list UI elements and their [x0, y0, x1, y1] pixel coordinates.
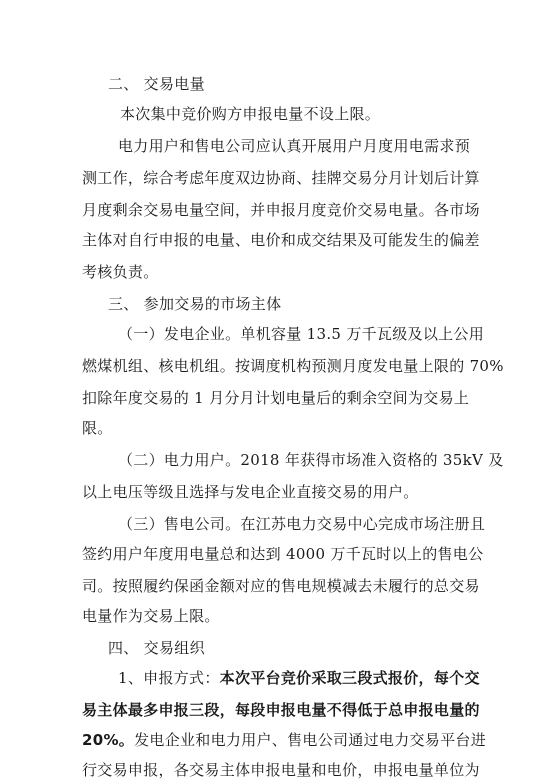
section-2-paragraph-2-line-3: 月度剩余交易电量空间，并申报月度竞价交易电量。各市场: [82, 201, 480, 219]
section-2-paragraph-2-line-5: 考核负责。: [82, 263, 159, 281]
seller-line-1: （三）售电公司。在江苏电力交易中心完成市场注册且: [118, 515, 486, 533]
generator-line-1: （一）发电企业。单机容量 13.5 万千瓦级及以上公用: [118, 325, 485, 343]
section-2-paragraph-2-line-1: 电力用户和售电公司应认真开展用户月度用电需求预: [118, 137, 470, 155]
declaration-line-2: 易主体最多申报三段，每段申报电量不得低于总申报电量的: [82, 701, 480, 719]
user-line-1: （二）电力用户。2018 年获得市场准入资格的 35kV 及: [118, 451, 504, 469]
section-4-heading: 四、 交易组织: [108, 639, 205, 657]
declaration-text-3: 发电企业和电力用户、售电公司通过电力交易平台进: [134, 731, 487, 749]
section-2-paragraph-1: 本次集中竞价购方申报电量不设上限。: [120, 105, 381, 123]
section-2-paragraph-2-line-2: 测工作，综合考虑年度双边协商、挂牌交易分月计划后计算: [82, 169, 480, 187]
section-2-heading: 二、 交易电量: [108, 75, 205, 93]
declaration-line-1: [118, 668, 480, 688]
generator-line-3: 扣除年度交易的 1 月分月计划电量后的剩余空间为交易上: [82, 389, 470, 407]
declaration-line-4: 行交易申报，各交易主体申报电量和电价，申报电量单位为: [82, 761, 480, 779]
seller-line-4: 电量作为交易上限。: [82, 607, 220, 625]
seller-line-3: 司。按照履约保函金额对应的售电规模减去未履行的总交易: [82, 577, 480, 595]
generator-line-4: 限。: [82, 419, 113, 437]
section-2-paragraph-2-line-4: 主体对自行申报的电量、电价和成交结果及可能发生的偏差: [82, 231, 480, 249]
declaration-line-3: [82, 730, 486, 750]
user-line-2: 以上电压等级且选择与发电企业直接交易的用户。: [82, 483, 419, 501]
section-3-heading: 三、 参加交易的市场主体: [108, 295, 282, 313]
declaration-label: 1、申报方式：: [118, 669, 220, 687]
generator-line-2: 燃煤机组、核电机组。按调度机构预测月度发电量上限的 70%: [82, 357, 504, 375]
declaration-emphasis-1: 本次平台竞价采取三段式报价，每个交: [219, 669, 480, 687]
declaration-emphasis-3: 20%。: [82, 731, 135, 749]
seller-line-2: 签约用户年度用电量总和达到 4000 万千瓦时以上的售电公: [82, 545, 484, 563]
